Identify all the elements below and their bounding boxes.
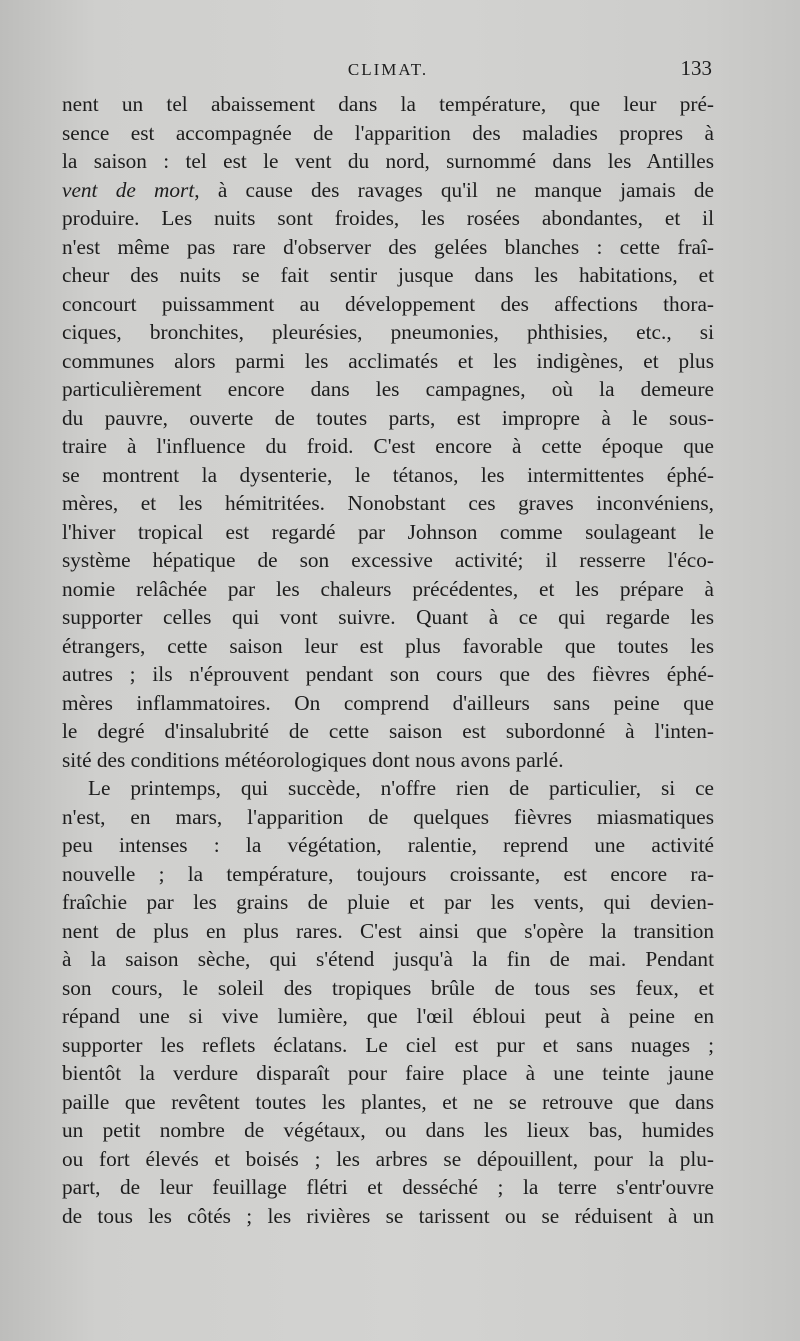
text-line: du pauvre, ouverte de toutes parts, est impropre à le sous- [62, 405, 714, 430]
text-line: le degré d'insalubrité de cette saison est subordonné à l'inten- [62, 719, 714, 743]
text-line: concourt puissamment au développement des affections thora- [62, 291, 714, 316]
text-line: l'hiver tropical est regardé par Johnson comme soulageant le [62, 519, 714, 544]
text-line: se montrent la dysenterie, le tétanos, les intermittentes éphé- [62, 462, 714, 487]
text-line: peu intenses : la végétation, ralentie, reprend une activité [62, 833, 714, 857]
text-line: autres ; ils n'éprouvent pendant son cours que des fièvres éphé- [62, 662, 714, 686]
text-line: communes alors parmi les acclimatés et les indigènes, et plus [62, 348, 714, 373]
text-line [62, 176, 714, 205]
text-fragment: , à cause des ravages qu'il ne manque jamais de [194, 177, 714, 202]
running-title: CLIMAT. [347, 60, 429, 79]
text-line: paille que revêtent toutes les plantes, et ne se retrouve que dans [62, 1089, 714, 1114]
text-line: sité des conditions météorologiques dont nous avons parlé. [62, 747, 564, 772]
text-line: système hépatique de son excessive activité; il resserre l'éco- [62, 548, 714, 572]
page-number: 133 [680, 56, 712, 80]
text-line: nouvelle ; la température, toujours croissante, est encore ra- [62, 861, 714, 886]
text-line: part, de leur feuillage flétri et desséché ; la terre s'entr'ouvre [62, 1175, 714, 1199]
text-line: supporter les reflets éclatans. Le ciel est pur et sans nuages ; [62, 1032, 714, 1057]
text-line: ou fort élevés et boisés ; les arbres se dépouillent, pour la plu- [62, 1146, 714, 1171]
text-line: sence est accompagnée de l'apparition des maladies propres à [62, 120, 714, 145]
body-text [62, 90, 714, 1230]
text-line: la saison : tel est le vent du nord, surnommé dans les Antilles [62, 149, 714, 173]
paragraph-start-line: Le printemps, qui succède, n'offre rien de particulier, si ce [88, 776, 714, 800]
text-line: produire. Les nuits sont froides, les rosées abondantes, et il [62, 206, 714, 230]
text-line: particulièrement encore dans les campagnes, où la demeure [62, 377, 714, 401]
text-line: supporter celles qui vont suivre. Quant à ce qui regarde les [62, 605, 714, 629]
text-line: cheur des nuits se fait sentir jusque dans les habitations, et [62, 263, 714, 287]
text-line: de tous les côtés ; les rivières se tarissent ou se réduisent à un [62, 1203, 714, 1228]
text-line: répand une si vive lumière, que l'œil ébloui peut à peine en [62, 1004, 714, 1028]
text-line: fraîchie par les grains de pluie et par les vents, qui devien- [62, 890, 714, 914]
text-line: un petit nombre de végétaux, ou dans les lieux bas, humides [62, 1118, 714, 1142]
text-line: étrangers, cette saison leur est plus favorable que toutes les [62, 633, 714, 658]
text-line: nomie relâchée par les chaleurs précédentes, et les prépare à [62, 576, 714, 601]
text-line: traire à l'influence du froid. C'est encore à cette époque que [62, 434, 714, 458]
text-line: mères inflammatoires. On comprend d'ailleurs sans peine que [62, 690, 714, 715]
text-line: son cours, le soleil des tropiques brûle de tous ses feux, et [62, 975, 714, 1000]
text-line: bientôt la verdure disparaît pour faire place à une teinte jaune [62, 1061, 714, 1085]
text-line: n'est même pas rare d'observer des gelées blanches : cette fraî- [62, 234, 714, 259]
running-head [62, 56, 714, 86]
text-line: à la saison sèche, qui s'étend jusqu'à la fin de mai. Pendant [62, 947, 714, 971]
text-line: nent de plus en plus rares. C'est ainsi que s'opère la transition [62, 918, 714, 943]
text-line: mères, et les hémitritées. Nonobstant ces graves inconvéniens, [62, 491, 714, 515]
text-line: nent un tel abaissement dans la température, que leur pré- [62, 92, 714, 116]
italic-phrase: vent de mort [62, 177, 195, 202]
text-line: ciques, bronchites, pleurésies, pneumonies, phthisies, etc., si [62, 320, 714, 344]
text-line: n'est, en mars, l'apparition de quelques fièvres miasmatiques [62, 804, 714, 829]
